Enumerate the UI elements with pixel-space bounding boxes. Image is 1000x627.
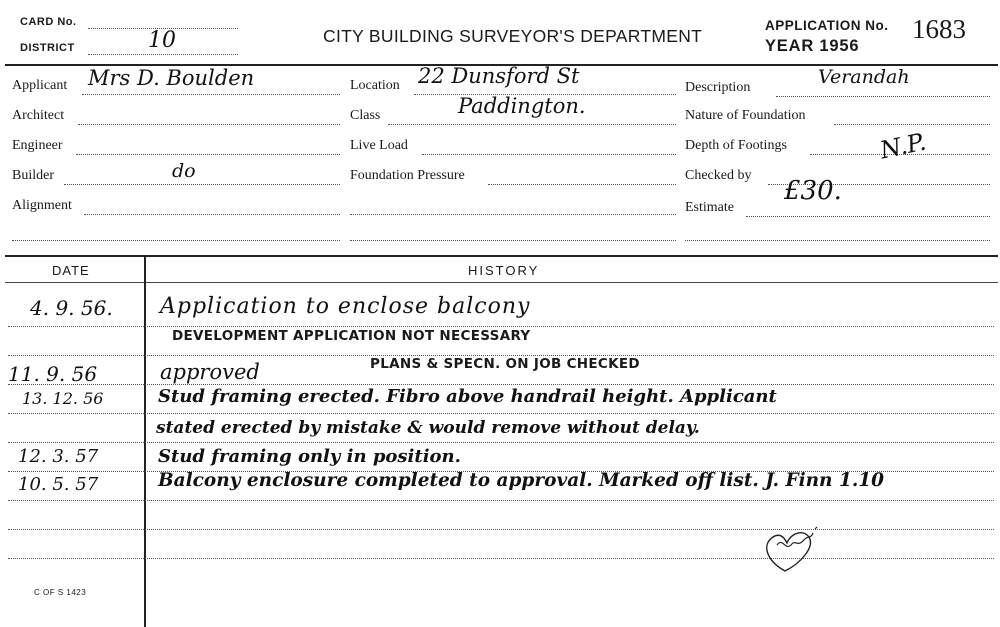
history-text: Stud framing erected. Fibro above handrail height. Applicant bbox=[158, 386, 777, 407]
blank-line-left bbox=[12, 240, 340, 241]
row-line bbox=[8, 442, 994, 443]
engineer-label: Engineer bbox=[12, 138, 63, 153]
blank-line-mid-2 bbox=[350, 240, 676, 241]
description-label: Description bbox=[685, 80, 751, 95]
history-text: stated erected by mistake & would remove without delay. bbox=[156, 418, 700, 438]
district-value: 10 bbox=[148, 28, 176, 53]
class-value: Paddington. bbox=[458, 94, 586, 118]
history-text: Application to enclose balcony bbox=[160, 294, 531, 319]
signature-mark bbox=[755, 515, 835, 577]
row-line bbox=[8, 384, 994, 385]
estimate-label: Estimate bbox=[685, 200, 734, 215]
estimate-line bbox=[746, 216, 990, 217]
nature-of-foundation-line bbox=[834, 124, 990, 125]
architect-line bbox=[78, 124, 340, 125]
applicant-label: Applicant bbox=[12, 78, 68, 93]
depth-of-footings-value: N.P. bbox=[877, 127, 929, 165]
history-text: Balcony enclosure completed to approval. Marked off list. J. Finn 1.10 bbox=[158, 470, 885, 491]
row-line bbox=[8, 500, 994, 501]
district-label: DISTRICT bbox=[20, 42, 75, 54]
history-text: Stud framing only in position. bbox=[158, 446, 461, 467]
builder-label: Builder bbox=[12, 168, 54, 183]
class-line bbox=[388, 124, 676, 125]
history-date: 11. 9. 56 bbox=[8, 362, 98, 386]
history-date: 4. 9. 56. bbox=[30, 296, 113, 320]
history-top-border bbox=[5, 255, 998, 257]
live-load-label: Live Load bbox=[350, 138, 408, 153]
applicant-line bbox=[82, 94, 340, 95]
date-column-divider bbox=[144, 255, 146, 627]
department-title: CITY BUILDING SURVEYOR'S DEPARTMENT bbox=[323, 26, 703, 46]
alignment-line bbox=[84, 214, 340, 215]
blank-line-right bbox=[685, 240, 990, 241]
application-no-label: APPLICATION No. bbox=[765, 18, 889, 33]
row-line bbox=[8, 326, 994, 327]
architect-label: Architect bbox=[12, 108, 65, 123]
blank-line-mid-1 bbox=[350, 214, 676, 215]
estimate-value: £30. bbox=[784, 176, 842, 206]
live-load-line bbox=[422, 154, 676, 155]
history-text: approved bbox=[160, 360, 260, 384]
district-line bbox=[88, 54, 238, 55]
history-date: 13. 12. 56 bbox=[22, 389, 104, 408]
history-stamp: PLANS & SPECN. ON JOB CHECKED bbox=[370, 356, 640, 372]
location-value: 22 Dunsford St bbox=[418, 64, 580, 88]
checked-by-label: Checked by bbox=[685, 168, 752, 183]
class-label: Class bbox=[350, 108, 381, 123]
card-no-label: CARD No. bbox=[20, 16, 77, 28]
application-no: 1683 bbox=[912, 14, 966, 44]
alignment-label: Alignment bbox=[12, 198, 72, 213]
row-line bbox=[8, 529, 994, 530]
row-line bbox=[8, 558, 994, 559]
builder-line bbox=[64, 184, 340, 185]
foundation-pressure-line bbox=[488, 184, 676, 185]
form-code: C OF S 1423 bbox=[34, 588, 87, 597]
builder-value: do bbox=[172, 160, 196, 182]
history-date: 12. 3. 57 bbox=[18, 446, 99, 467]
engineer-line bbox=[76, 154, 340, 155]
year-label: YEAR 1956 bbox=[765, 37, 860, 55]
description-line bbox=[776, 96, 990, 97]
location-label: Location bbox=[350, 78, 400, 93]
description-value: Verandah bbox=[818, 66, 910, 88]
applicant-value: Mrs D. Boulden bbox=[88, 66, 255, 90]
row-line bbox=[8, 413, 994, 414]
nature-of-foundation-label: Nature of Foundation bbox=[685, 108, 806, 123]
history-header-divider bbox=[5, 282, 998, 283]
depth-of-footings-label: Depth of Footings bbox=[685, 138, 787, 153]
date-header: DATE bbox=[52, 263, 90, 278]
history-header: HISTORY bbox=[468, 263, 540, 278]
history-stamp: DEVELOPMENT APPLICATION NOT NECESSARY bbox=[172, 328, 531, 344]
history-date: 10. 5. 57 bbox=[18, 474, 99, 495]
foundation-pressure-label: Foundation Pressure bbox=[350, 168, 465, 183]
